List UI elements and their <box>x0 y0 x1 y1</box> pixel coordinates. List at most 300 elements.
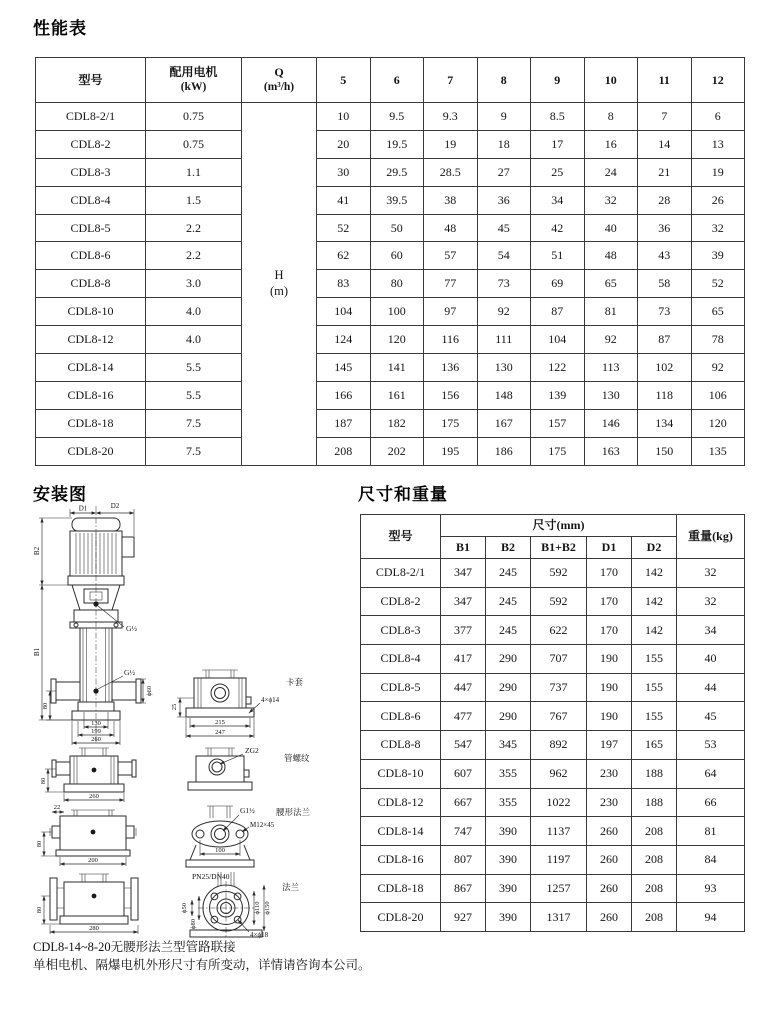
dimension-value-cell: 260 <box>587 903 632 932</box>
dimensions-table-row <box>361 903 745 932</box>
head-value-cell: 166 <box>317 381 371 409</box>
dimension-value-cell: 40 <box>677 645 745 674</box>
head-value-cell: 10 <box>317 103 371 131</box>
dimensions-table-row <box>361 788 745 817</box>
base-view-200 <box>36 804 136 866</box>
head-value-cell: 9.3 <box>424 103 478 131</box>
main-pump-drawing <box>33 502 153 745</box>
dimension-value-cell: 377 <box>441 616 486 645</box>
model-cell: CDL8-3 <box>361 616 441 645</box>
performance-table-row <box>36 298 745 326</box>
dimension-value-cell: 170 <box>587 587 632 616</box>
col-header-flow: 11 <box>638 58 692 103</box>
head-value-cell: 9.5 <box>370 103 424 131</box>
head-value-cell: 120 <box>691 409 745 437</box>
head-value-cell: 92 <box>584 326 638 354</box>
label-4xphi18: 4×ϕ18 <box>250 931 269 939</box>
dimension-value-cell: 32 <box>677 587 745 616</box>
head-value-cell: 48 <box>424 214 478 242</box>
head-unit-cell <box>242 103 317 466</box>
dimensions-table-body <box>361 559 745 932</box>
head-value-cell: 182 <box>370 409 424 437</box>
dim-280: 280 <box>89 925 99 932</box>
head-value-cell: 104 <box>317 298 371 326</box>
dimension-value-cell: 892 <box>531 731 587 760</box>
dimension-value-cell: 34 <box>677 616 745 645</box>
dimension-value-cell: 53 <box>677 731 745 760</box>
col-header-b1b2: B1+B2 <box>531 537 587 559</box>
performance-table-row <box>36 103 745 131</box>
dimension-value-cell: 155 <box>632 673 677 702</box>
label-pipe-thread: 管螺纹 <box>284 753 310 763</box>
col-header-flow: 8 <box>477 58 531 103</box>
head-value-cell: 57 <box>424 242 478 270</box>
head-value-cell: 92 <box>691 354 745 382</box>
model-cell: CDL8-2/1 <box>36 103 146 131</box>
head-value-cell: 134 <box>638 409 692 437</box>
head-value-cell: 111 <box>477 326 531 354</box>
dimension-value-cell: 622 <box>531 616 587 645</box>
dimension-value-cell: 290 <box>486 645 531 674</box>
head-value-cell: 62 <box>317 242 371 270</box>
dimension-value-cell: 390 <box>486 874 531 903</box>
head-value-cell: 6 <box>691 103 745 131</box>
dim-phi50: ϕ50 <box>181 903 188 913</box>
head-value-cell: 41 <box>317 186 371 214</box>
model-cell: CDL8-18 <box>36 409 146 437</box>
head-value-cell: 81 <box>584 298 638 326</box>
dimension-value-cell: 190 <box>587 673 632 702</box>
head-value-cell: 7 <box>638 103 692 131</box>
dim-phi60: ϕ60 <box>146 686 153 696</box>
dim-25: 25 <box>171 703 178 711</box>
head-value-cell: 73 <box>638 298 692 326</box>
dimensions-table-row <box>361 874 745 903</box>
dimension-value-cell: 737 <box>531 673 587 702</box>
head-value-cell: 97 <box>424 298 478 326</box>
q-unit: (m³/h) <box>263 81 295 94</box>
dimension-value-cell: 170 <box>587 616 632 645</box>
dimensions-table-row <box>361 817 745 846</box>
head-value-cell: 187 <box>317 409 371 437</box>
dimension-value-cell: 355 <box>486 788 531 817</box>
performance-table-row <box>36 214 745 242</box>
dim-130: 130 <box>91 720 101 727</box>
motor-kw-cell: 1.1 <box>146 158 242 186</box>
pipe-thread-drawing <box>188 746 310 790</box>
motor-kw-cell: 4.0 <box>146 298 242 326</box>
head-value-cell: 13 <box>691 130 745 158</box>
model-cell: CDL8-20 <box>361 903 441 932</box>
head-value-cell: 80 <box>370 270 424 298</box>
model-cell: CDL8-16 <box>361 845 441 874</box>
flange-drawing <box>181 872 300 939</box>
dimension-value-cell: 142 <box>632 559 677 588</box>
col-header-flow: 9 <box>531 58 585 103</box>
dimension-value-cell: 84 <box>677 845 745 874</box>
head-value-cell: 52 <box>317 214 371 242</box>
head-value-cell: 18 <box>477 130 531 158</box>
label-flange: 法兰 <box>282 882 300 892</box>
model-cell: CDL8-18 <box>361 874 441 903</box>
head-value-cell: 32 <box>691 214 745 242</box>
dimension-value-cell: 230 <box>587 788 632 817</box>
col-header-q <box>242 58 317 103</box>
port-g-top: G½ <box>126 624 138 633</box>
head-value-cell: 73 <box>477 270 531 298</box>
head-value-cell: 120 <box>370 326 424 354</box>
dimension-value-cell: 747 <box>441 817 486 846</box>
head-value-cell: 69 <box>531 270 585 298</box>
dim-215: 215 <box>215 719 225 726</box>
head-value-cell: 34 <box>531 186 585 214</box>
head-value-cell: 77 <box>424 270 478 298</box>
head-value-cell: 26 <box>691 186 745 214</box>
performance-title: 性能表 <box>33 19 87 38</box>
dimension-value-cell: 447 <box>441 673 486 702</box>
dimension-value-cell: 390 <box>486 845 531 874</box>
head-value-cell: 43 <box>638 242 692 270</box>
dimensions-table-row <box>361 731 745 760</box>
dimensions-title: 尺寸和重量 <box>358 485 448 504</box>
dimension-value-cell: 260 <box>587 817 632 846</box>
dim-b2: B2 <box>33 546 41 556</box>
head-value-cell: 48 <box>584 242 638 270</box>
dim-260: 260 <box>91 736 101 743</box>
head-value-cell: 9 <box>477 103 531 131</box>
head-value-cell: 40 <box>584 214 638 242</box>
dimension-value-cell: 170 <box>587 559 632 588</box>
dimensions-table-row <box>361 845 745 874</box>
performance-table-body <box>36 103 745 466</box>
head-value-cell: 25 <box>531 158 585 186</box>
dimension-value-cell: 347 <box>441 559 486 588</box>
head-value-cell: 124 <box>317 326 371 354</box>
dimension-value-cell: 547 <box>441 731 486 760</box>
label-pn25-dn40: PN25/DN40 <box>192 872 230 881</box>
dim-247: 247 <box>215 729 225 736</box>
label-4xphi14: 4×ϕ14 <box>261 696 280 704</box>
head-value-cell: 167 <box>477 409 531 437</box>
dim-80: 80 <box>40 777 47 785</box>
dimensions-header-row-1 <box>361 515 745 537</box>
head-value-cell: 175 <box>531 437 585 465</box>
head-value-cell: 150 <box>638 437 692 465</box>
label-clamp: 卡套 <box>286 677 304 687</box>
dimension-value-cell: 260 <box>587 845 632 874</box>
dimension-value-cell: 592 <box>531 587 587 616</box>
waist-flange-drawing <box>186 806 311 867</box>
dimension-value-cell: 188 <box>632 759 677 788</box>
col-header-d1: D1 <box>587 537 632 559</box>
dimension-value-cell: 66 <box>677 788 745 817</box>
dimension-value-cell: 1137 <box>531 817 587 846</box>
model-cell: CDL8-5 <box>361 673 441 702</box>
head-value-cell: 195 <box>424 437 478 465</box>
col-header-flow: 6 <box>370 58 424 103</box>
model-cell: CDL8-8 <box>36 270 146 298</box>
dimension-value-cell: 962 <box>531 759 587 788</box>
motor-kw-cell: 5.5 <box>146 381 242 409</box>
performance-header-row <box>36 58 745 103</box>
dimension-value-cell: 155 <box>632 645 677 674</box>
dim-80: 80 <box>36 840 43 848</box>
dim-phi110: ϕ110 <box>254 901 261 915</box>
model-cell: CDL8-8 <box>361 731 441 760</box>
col-header-b2: B2 <box>486 537 531 559</box>
dimension-value-cell: 707 <box>531 645 587 674</box>
col-header-model: 型号 <box>361 515 441 559</box>
installation-diagram <box>30 500 350 940</box>
dimension-value-cell: 45 <box>677 702 745 731</box>
head-value-cell: 58 <box>638 270 692 298</box>
dimensions-table-row <box>361 673 745 702</box>
dimension-value-cell: 32 <box>677 559 745 588</box>
dim-d1: D1 <box>78 504 88 513</box>
head-value-cell: 202 <box>370 437 424 465</box>
installation-title: 安装图 <box>33 485 87 504</box>
head-value-cell: 51 <box>531 242 585 270</box>
label-zg2: ZG2 <box>245 746 259 755</box>
dimension-value-cell: 290 <box>486 673 531 702</box>
model-cell: CDL8-16 <box>36 381 146 409</box>
col-header-flow: 12 <box>691 58 745 103</box>
dim-100: 100 <box>215 847 225 854</box>
col-header-flow: 5 <box>317 58 371 103</box>
head-value-cell: 145 <box>317 354 371 382</box>
head-value-cell: 8 <box>584 103 638 131</box>
dimension-value-cell: 142 <box>632 587 677 616</box>
model-cell: CDL8-4 <box>36 186 146 214</box>
model-cell: CDL8-20 <box>36 437 146 465</box>
footer-notes <box>33 938 371 974</box>
dimension-value-cell: 190 <box>587 702 632 731</box>
head-value-cell: 157 <box>531 409 585 437</box>
model-cell: CDL8-12 <box>361 788 441 817</box>
head-value-cell: 78 <box>691 326 745 354</box>
dimensions-table-row <box>361 759 745 788</box>
label-waist-flange: 腰形法兰 <box>276 807 311 817</box>
head-value-cell: 50 <box>370 214 424 242</box>
h-label: H <box>274 268 284 283</box>
head-value-cell: 14 <box>638 130 692 158</box>
motor-kw-cell: 7.5 <box>146 409 242 437</box>
performance-table-row <box>36 409 745 437</box>
performance-table-row <box>36 186 745 214</box>
performance-table-row <box>36 354 745 382</box>
dimension-value-cell: 1197 <box>531 845 587 874</box>
dim-200: 200 <box>88 857 98 864</box>
dimension-value-cell: 807 <box>441 845 486 874</box>
performance-table-row <box>36 270 745 298</box>
dimensions-table-row <box>361 616 745 645</box>
head-value-cell: 146 <box>584 409 638 437</box>
motor-kw-cell: 0.75 <box>146 103 242 131</box>
dimension-value-cell: 188 <box>632 788 677 817</box>
head-value-cell: 83 <box>317 270 371 298</box>
head-value-cell: 92 <box>477 298 531 326</box>
motor-label: 配用电机 <box>169 65 218 80</box>
head-value-cell: 139 <box>531 381 585 409</box>
dim-80: 80 <box>36 906 43 914</box>
dimension-value-cell: 208 <box>632 817 677 846</box>
head-value-cell: 65 <box>584 270 638 298</box>
motor-kw-cell: 2.2 <box>146 214 242 242</box>
dimension-value-cell: 927 <box>441 903 486 932</box>
clamp-connection-drawing <box>171 670 304 738</box>
h-unit: (m) <box>269 283 289 298</box>
dimensions-table-row <box>361 645 745 674</box>
head-value-cell: 19 <box>691 158 745 186</box>
motor-kw-cell: 0.75 <box>146 130 242 158</box>
head-value-cell: 36 <box>638 214 692 242</box>
dimension-value-cell: 1317 <box>531 903 587 932</box>
head-value-cell: 122 <box>531 354 585 382</box>
head-value-cell: 113 <box>584 354 638 382</box>
dimension-value-cell: 477 <box>441 702 486 731</box>
head-value-cell: 39 <box>691 242 745 270</box>
head-value-cell: 17 <box>531 130 585 158</box>
head-value-cell: 116 <box>424 326 478 354</box>
dim-b1: B1 <box>33 647 41 657</box>
head-value-cell: 29.5 <box>370 158 424 186</box>
dimension-value-cell: 93 <box>677 874 745 903</box>
model-cell: CDL8-10 <box>361 759 441 788</box>
model-cell: CDL8-2 <box>36 130 146 158</box>
col-header-d2: D2 <box>632 537 677 559</box>
performance-table-row <box>36 326 745 354</box>
model-cell: CDL8-4 <box>361 645 441 674</box>
head-value-cell: 30 <box>317 158 371 186</box>
head-value-cell: 27 <box>477 158 531 186</box>
dimension-value-cell: 208 <box>632 874 677 903</box>
dimension-value-cell: 197 <box>587 731 632 760</box>
model-cell: CDL8-6 <box>361 702 441 731</box>
head-value-cell: 148 <box>477 381 531 409</box>
motor-kw-cell: 5.5 <box>146 354 242 382</box>
performance-table-row <box>36 130 745 158</box>
head-value-cell: 19 <box>424 130 478 158</box>
dimension-value-cell: 290 <box>486 702 531 731</box>
model-cell: CDL8-12 <box>36 326 146 354</box>
col-header-model: 型号 <box>36 58 146 103</box>
head-value-cell: 38 <box>424 186 478 214</box>
dimension-value-cell: 607 <box>441 759 486 788</box>
head-value-cell: 208 <box>317 437 371 465</box>
motor-kw-cell: 1.5 <box>146 186 242 214</box>
head-value-cell: 20 <box>317 130 371 158</box>
head-value-cell: 19.5 <box>370 130 424 158</box>
port-g-bottom: G½ <box>124 668 136 677</box>
dimension-value-cell: 230 <box>587 759 632 788</box>
dimensions-table-row <box>361 702 745 731</box>
dim-phi80: ϕ80 <box>190 919 197 929</box>
dimension-value-cell: 347 <box>441 587 486 616</box>
q-label: Q <box>274 65 284 80</box>
col-header-flow: 10 <box>584 58 638 103</box>
head-value-cell: 36 <box>477 186 531 214</box>
dimension-value-cell: 1257 <box>531 874 587 903</box>
motor-kw-cell: 4.0 <box>146 326 242 354</box>
dimension-value-cell: 208 <box>632 845 677 874</box>
head-value-cell: 186 <box>477 437 531 465</box>
dimensions-table-row <box>361 559 745 588</box>
model-cell: CDL8-5 <box>36 214 146 242</box>
dimension-value-cell: 81 <box>677 817 745 846</box>
performance-table-row <box>36 158 745 186</box>
dimension-value-cell: 142 <box>632 616 677 645</box>
dim-260: 260 <box>89 793 99 800</box>
dimension-value-cell: 64 <box>677 759 745 788</box>
dim-80: 80 <box>42 702 49 710</box>
dimension-value-cell: 44 <box>677 673 745 702</box>
performance-table-row <box>36 242 745 270</box>
dimension-value-cell: 417 <box>441 645 486 674</box>
head-value-cell: 163 <box>584 437 638 465</box>
dimension-value-cell: 260 <box>587 874 632 903</box>
dimension-value-cell: 355 <box>486 759 531 788</box>
head-value-cell: 175 <box>424 409 478 437</box>
head-value-cell: 54 <box>477 242 531 270</box>
dimension-value-cell: 208 <box>632 903 677 932</box>
head-value-cell: 87 <box>531 298 585 326</box>
head-value-cell: 100 <box>370 298 424 326</box>
head-value-cell: 32 <box>584 186 638 214</box>
head-value-cell: 16 <box>584 130 638 158</box>
dimension-value-cell: 155 <box>632 702 677 731</box>
note-motor-variation: 单相电机、隔爆电机外形尺寸有所变动，详情请咨询本公司。 <box>33 958 371 972</box>
note-flange-models: CDL8-14~8-20无腰形法兰型管路联接 <box>33 940 236 954</box>
head-value-cell: 45 <box>477 214 531 242</box>
dimension-value-cell: 190 <box>587 645 632 674</box>
performance-table-row <box>36 381 745 409</box>
base-view-280 <box>36 874 138 934</box>
head-value-cell: 52 <box>691 270 745 298</box>
performance-table-row <box>36 437 745 465</box>
dimension-value-cell: 245 <box>486 587 531 616</box>
model-cell: CDL8-10 <box>36 298 146 326</box>
label-m12x45: M12×45 <box>250 821 275 829</box>
dimension-value-cell: 245 <box>486 559 531 588</box>
head-value-cell: 28.5 <box>424 158 478 186</box>
dimension-value-cell: 1022 <box>531 788 587 817</box>
model-cell: CDL8-14 <box>361 817 441 846</box>
head-value-cell: 60 <box>370 242 424 270</box>
col-header-size-group: 尺寸(mm) <box>441 515 677 537</box>
head-value-cell: 28 <box>638 186 692 214</box>
dimension-value-cell: 245 <box>486 616 531 645</box>
head-value-cell: 102 <box>638 354 692 382</box>
dimensions-table-row <box>361 587 745 616</box>
head-value-cell: 130 <box>477 354 531 382</box>
col-header-b1: B1 <box>441 537 486 559</box>
head-value-cell: 141 <box>370 354 424 382</box>
model-cell: CDL8-2 <box>361 587 441 616</box>
head-value-cell: 118 <box>638 381 692 409</box>
dimension-value-cell: 390 <box>486 817 531 846</box>
dimension-value-cell: 867 <box>441 874 486 903</box>
head-value-cell: 39.5 <box>370 186 424 214</box>
label-g1half: G1½ <box>240 806 255 815</box>
model-cell: CDL8-14 <box>36 354 146 382</box>
col-header-motor <box>146 58 242 103</box>
head-value-cell: 87 <box>638 326 692 354</box>
head-value-cell: 106 <box>691 381 745 409</box>
model-cell: CDL8-3 <box>36 158 146 186</box>
dim-22: 22 <box>53 804 61 811</box>
head-value-cell: 104 <box>531 326 585 354</box>
motor-kw-cell: 3.0 <box>146 270 242 298</box>
